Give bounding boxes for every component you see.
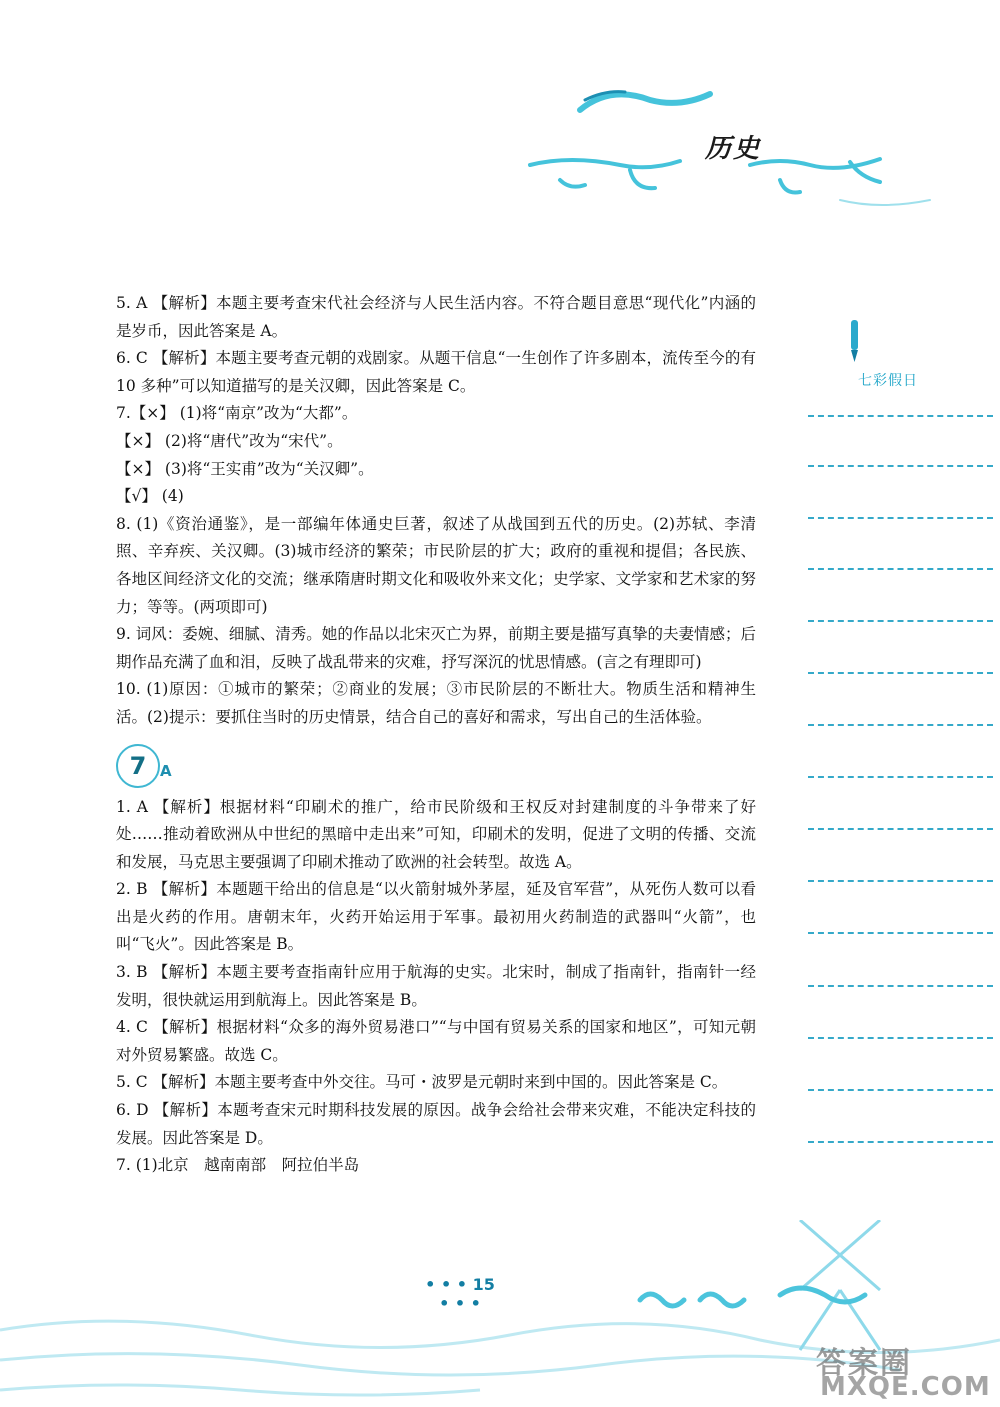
section-letter: A [160, 761, 172, 780]
answer-line: 9. 词风：委婉、细腻、清秀。她的作品以北宋灭亡为界，前期主要是描写真挚的夫妻情感；后期作品充满了血和泪，反映了战乱带来的灾难，抒写深沉的忧思情感。(言之有理即可) [116, 625, 756, 671]
answer-line: 6. D 【解析】本题考查宋元时期科技发展的原因。战争会给社会带来灾难，不能决定科技的发展。因此答案是 D。 [116, 1101, 756, 1147]
note-line [808, 985, 993, 987]
answer-line: 5. C 【解析】本题主要考查中外交往。马可・波罗是元朝时来到中国的。因此答案是 C。 [116, 1073, 728, 1092]
answer-line: 【√】 (4) [116, 487, 184, 506]
answer-line: 7. (1)北京 越南南部 阿拉伯半岛 [116, 1156, 360, 1175]
answer-line: 3. B 【解析】本题主要考查指南针应用于航海的史实。北宋时，制成了指南针，指南针一经发明，很快就运用到航海上。因此答案是 B。 [116, 963, 756, 1009]
note-line [808, 415, 993, 417]
answer-line: 8. (1)《资治通鉴》，是一部编年体通史巨著，叙述了从战国到五代的历史。(2)苏轼、李清照、辛弃疾、关汉卿。(3)城市经济的繁荣；市民阶层的扩大；政府的重视和提倡；各民族、各地区间经济文化的交流；继承隋唐时期文化和吸收外来文化；史学家、文学家和艺术家的努力；等等。(两项即可) [116, 514, 756, 616]
answer-content [116, 290, 756, 1180]
answer-line: 【×】 (2)将“唐代”改为“宋代”。 [116, 431, 343, 450]
note-line [808, 672, 993, 674]
crossed-lines-icon [800, 1220, 880, 1350]
answer-line: 【×】 (3)将“王实甫”改为“关汉卿”。 [116, 459, 374, 478]
page-number: • • • 15 • • • [425, 1275, 495, 1313]
note-line [808, 517, 993, 519]
answer-line: 6. C 【解析】本题主要考查元朝的戏剧家。从题干信息“一生创作了许多剧本，流传至今的有 10 多种”可以知道描写的是关汉卿，因此答案是 C。 [116, 349, 756, 395]
note-line [808, 465, 993, 467]
answer-line: 4. C 【解析】根据材料“众多的海外贸易港口”“与中国有贸易关系的国家和地区”，可知元朝对外贸易繁盛。故选 C。 [116, 1018, 756, 1064]
note-line [808, 1141, 993, 1143]
note-line [808, 1089, 993, 1091]
note-line [808, 828, 993, 830]
section-badge [116, 740, 756, 792]
note-line [808, 932, 993, 934]
answer-line: 5. A 【解析】本题主要考查宋代社会经济与人民生活内容。不符合题目意思“现代化”内涵的是岁币，因此答案是 A。 [116, 294, 756, 340]
note-line [808, 724, 993, 726]
note-line [808, 1037, 993, 1039]
sidebar-label: 七彩假日 [858, 373, 918, 389]
watermark-logo: 答案圈 [816, 1346, 912, 1381]
watermark-url: MXQE.COM [820, 1372, 991, 1402]
subject-title: 历史 [705, 134, 762, 164]
note-line [808, 776, 993, 778]
answer-line: 2. B 【解析】本题题干给出的信息是“以火箭射城外茅屋，延及官军营”，从死伤人数可以看出是火药的作用。唐朝末年，火药开始运用于军事。最初用火药制造的武器叫“火箭”，也叫“飞火”。因此答案是 B。 [116, 880, 756, 954]
note-line [808, 880, 993, 882]
note-line [808, 620, 993, 622]
note-line [808, 568, 993, 570]
answer-line: 1. A 【解析】根据材料“印刷术的推广，给市民阶级和王权反对封建制度的斗争带来了好处……推动着欧洲从中世纪的黑暗中走出来”可知，印刷术的发明，促进了文明的传播、交流和发展，马克思主要强调了印刷术推动了欧洲的社会转型。故选 A。 [116, 797, 756, 871]
section-number: 7 [116, 744, 160, 788]
pen-icon [845, 318, 865, 366]
answer-line: 7.【×】 (1)将“南京”改为“大都”。 [116, 404, 358, 423]
answer-line: 10. (1)原因：①城市的繁荣；②商业的发展；③市民阶层的不断壮大。物质生活和精神生活。(2)提示：要抓住当时的历史情景，结合自己的喜好和需求，写出自己的生活体验。 [116, 680, 756, 726]
